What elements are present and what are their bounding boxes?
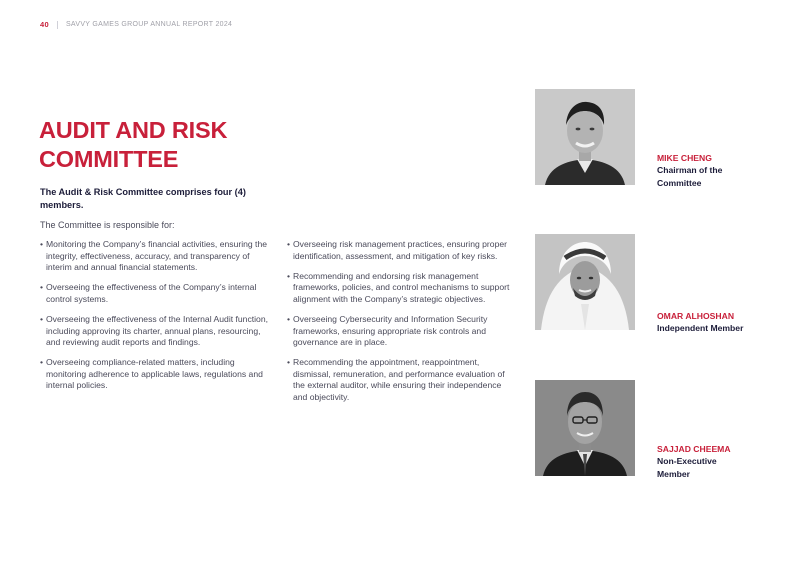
member-photo-mike-cheng: [535, 89, 635, 185]
list-item-text: Overseeing Cybersecurity and Information Security frameworks, ensuring appropriate risk controls and governance are in place.: [293, 313, 488, 348]
report-title: SAVVY GAMES GROUP ANNUAL REPORT 2024: [65, 21, 233, 28]
header-divider: [57, 21, 58, 29]
list-item-text: Overseeing the effectiveness of the Company’s internal control systems.: [46, 282, 257, 304]
bullet: •: [287, 270, 291, 281]
list-item-text: Overseeing the effectiveness of the Internal Audit function, including approving its charter, annual plans, resourcing, and reviewing audit reports and findings.: [46, 313, 268, 348]
member-name: OMAR ALHOSHAN: [657, 311, 735, 321]
member-photo-omar-alhoshan: [535, 234, 635, 330]
list-item-text: Recommending the appointment, reappointment, dismissal, remuneration, and performance evaluation of the external auditor, while ensuring their independence and objectivity.: [293, 357, 505, 403]
title-line-2: COMMITTEE: [39, 146, 179, 172]
portrait-illustration: [535, 234, 635, 330]
bullet: •: [40, 282, 44, 293]
bullet: •: [287, 357, 291, 368]
list-item-text: Monitoring the Company’s financial activities, ensuring the integrity, effectiveness, accuracy, and transparency of interim and annual financial statements.: [46, 239, 268, 273]
list-item-text: Overseeing risk management practices, ensuring proper identification, assessment, and mitigation of key risks.: [293, 239, 507, 261]
member-caption-mike-cheng: [657, 152, 777, 189]
list-item-text: Recommending and endorsing risk management frameworks, policies, and control mechanisms to support alignment with the Company’s strategic objectives.: [293, 270, 510, 304]
member-photo-sajjad-cheema: [535, 380, 635, 476]
list-item-text: Overseeing compliance-related matters, including monitoring adherence to applicable laws, regulations and internal policies.: [46, 357, 263, 391]
list-item: [40, 282, 268, 305]
member-name: MIKE CHENG: [657, 153, 712, 163]
list-item: [40, 314, 268, 349]
portrait-illustration: [535, 89, 635, 185]
bullet: •: [40, 239, 44, 249]
member-name: SAJJAD CHEEMA: [657, 444, 731, 454]
member-role: Member: [657, 468, 690, 479]
page-number: 40: [40, 20, 49, 29]
member-role: Independent Member: [657, 323, 744, 334]
responsibilities-lead: The Committee is responsible for:: [40, 220, 175, 230]
member-caption-sajjad-cheema: [657, 443, 777, 480]
list-item: [40, 239, 268, 274]
portrait-illustration: [535, 380, 635, 476]
bullet: •: [287, 239, 291, 249]
list-item: [287, 357, 515, 403]
title-line-1: AUDIT AND RISK: [39, 117, 228, 143]
list-item: [287, 314, 515, 349]
list-item: [287, 271, 515, 306]
responsibilities-list-left: [40, 239, 268, 401]
committee-intro: The Audit & Risk Committee comprises four (4) members.: [40, 187, 246, 210]
list-item: [287, 239, 515, 262]
bullet: •: [40, 357, 44, 368]
member-role: Chairman of the: [657, 165, 723, 176]
bullet: •: [287, 313, 291, 324]
member-role: Non-Executive: [657, 456, 717, 467]
responsibilities-list-right: [287, 239, 515, 412]
page-title: [39, 116, 299, 174]
list-item: [40, 357, 268, 392]
page-header: [40, 20, 232, 29]
bullet: •: [40, 313, 44, 324]
member-role: Committee: [657, 177, 702, 188]
member-caption-omar-alhoshan: [657, 310, 777, 335]
